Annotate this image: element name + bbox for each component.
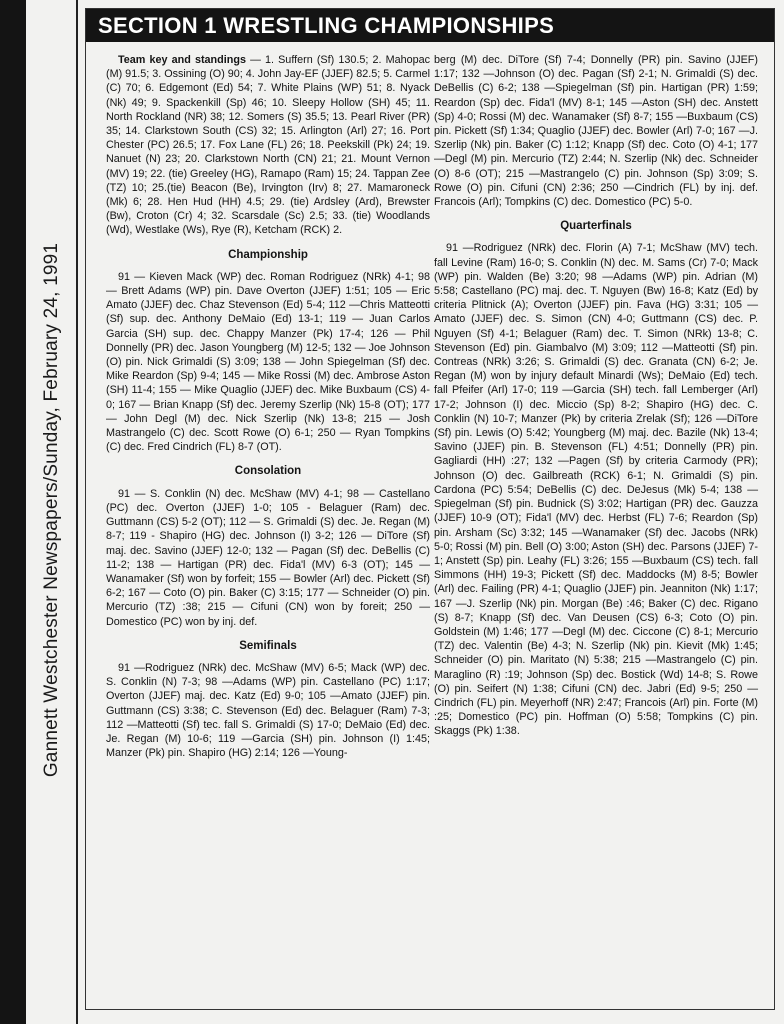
quarterfinals-results: 91 —Rodriguez (NRk) dec. Florin (A) 7-1; McShaw (MV) tech. fall Levine (Ram) 16-0; S. Conklin (N) dec. M. Sams (Cr) 7-0; Mack (WP) pin. Walden (Be) 3:20; 98 —Adams (WP) pin. Adrian (M) 5:58; Castellano (PC) maj. dec. T. Nguyen (Bw) 16-8; Katz (Ed) by criteria Plitnick (A); Overton (JJEF) pin. Fava (HG) 3:31; 105 —Amato (JJEF) dec. S. Simon (CN) 4-0; Guttmann (CS) dec. P. Nguyen (Sf) 4-1; Belaguer (Ram) dec. T. Simon (NRk) 13-8; C. Stevenson (Ed) pin. Giambalvo (M) 3:09; 112 —Matteotti (Sf) pin. Contreas (NRk) 3:26; S. Grimaldi (S) dec. Granata (CN) 6-2; Je. Regan (M) won by injury default Minardi (Ws); DeMaio (Ed) tech. fall Pfeifer (Arl) 17-0; 119 —Garcia (SH) tech. fall Lemberger (Arl) 17-2; Johnson (I) dec. Miccio (Sp) 8-2; Shapiro (HG) dec. C. Conklin (N) 10-7; Manzer (Pk) by criteria Zrelak (Sf); 126 —DiTore (Sf) pin. Lewis (O) 5:42; Youngberg (M) maj. dec. Bazile (Nk) 13-4; Savino (JJEF) pin. B. Stevenson (FL) 4:51; Donnelly (PR) pin. Gagliardi (HH) :27; 132 —Pagen (Sf) by criteria Carmody (PR); Johnson (O) dec. Gailbreath (RCK) 6-1; N. Grimaldi (S) pin. Cardona (PC) 5:54; DeBellis (C) dec. DeJesus (Mk) 5-4; 138 —Spiegelman (Sf) pin. Budnick (S) 3:02; Hartigan (PR) dec. Gauzza (JJEF) 10-9 (OT); Fida'l (MV) dec. Herbst (FL) 7-6; Reardon (Sp) pin. Arsham (Sc) 3:32; 145 —Wanamaker (Sf) dec. Jacobs (NRk) 5-0; Rossi (M) pin. Bell (O) 3:00; Aston (SH) dec. Parsons (JJEF) 7-1; Anstett (Sp) pin. Leahy (FL) 3:26; 155 —Buxbaum (CS) tech. fall Simmons (HH) 19-3; Pickett (Sf) dec. Maddocks (M) 8-5; Bowler (Arl) dec. Failing (PR) 4-1; Quaglio (JJEF) pin. Jeanniton (Nk) 1:17; 167 —J. Szerlip (Nk) pin. Morgan (Be) :46; Baker (C) dec. Rigano (S) 8-7; Knapp (Sf) dec. Van Deusen (CS) 6-3; Coto (O) pin. Goldstein (M) 1:46; 177 —Degl (M) dec. Ciccone (C) 8-1; Mercurio (TZ) dec. Valentin (Be) 4-3; N. Szerlip (Nk) pin. Kievit (Mk) 1:45; Schneider (O) pin. Maritato (N) 5:38; 215 —Mastrangelo (C) pin. Maraglino (R) :19; Johnson (Sp) dec. Bostick (Wd) 14-8; S. Rowe (O) pin. Seifert (N) 1:38; Cifuni (CN) dec. Jabri (Ed) 9-5; 250 —Cindrich (FL) pin. Meyerhoff (NR) 2:47; Francois (Arl) pin. Forte (M) :25; Domestico (PC) pin. Hoffman (O) 5:58; Tompkins (C) pin. Skaggs (Pk) 1:38. (434, 242, 758, 738)
championship-results: 91 — Kieven Mack (WP) dec. Roman Rodriguez (NRk) 4-1; 98 — Brett Adams (WP) pin. Dave Overton (JJEF) 1:51; 105 — Eric Amato (JJEF) dec. Chaz Stevenson (Ed) 5-4; 112 —Chris Matteotti (Sf) sup. dec. Anthony DeMaio (Ed) 13-1; 119 — Juan Carlos Garcia (SH) sup. dec. Chappy Manzer (Pk) 17-4; 126 — Phil Donnelly (PR) dec. Jason Youngberg (M) 12-5; 132 — Joe Johnson (O) pin. Nick Grimaldi (S) 3:09; 138 — John Spiegelman (Sf) dec. Mike Reardon (Sp) 9-4; 145 — Mike Rossi (M) dec. Ambrose Aston (SH) 11-4; 155 — Mike Quaglio (JJEF) dec. Mike Buxbaum (CS) 4-0; 167 — Brian Knapp (Sf) dec. Jeremy Szerlip (Nk) 15-8 (OT); 177 — John Degl (M) dec. Nick Szerlip (Nk) 13-8; 215 — Josh Mastrangelo (C) dec. Scott Rowe (O) 6-1; 250 — Ryan Tompkins (C) dec. Fred Cindrich (FL) 8-7 (OT). (106, 270, 430, 454)
championship-heading: Championship (228, 248, 308, 261)
semifinals-results-part2: berg (M) dec. DiTore (Sf) 7-4; Donnelly (PR) pin. Savino (JJEF) 1:17; 132 —Johnson (O) dec. Pagan (Sf) 2-1; N. Grimaldi (S) dec. DeBellis (C) 6-2; 138 —Spiegelman (Sf) pin. Hartigan (PR) 1:59; Reardon (Sp) dec. Fida'l (MV) 8-1; 145 —Aston (SH) dec. Anstett (Sp) 4-0; Rossi (M) dec. Wanamaker (Sf) 8-7; 155 —Buxbaum (CS) pin. Pickett (Sf) 1:34; Quaglio (JJEF) dec. Bowler (Arl) 7-0; 167 —J. Szerlip (Nk) pin. Baker (C) 1:12; Knapp (Sf) dec. Coto (O) 4-1; 177 —Degl (M) pin. Mercurio (TZ) 2:44; N. Szerlip (Nk) dec. Schneider (O) 8-6 (OT); 215 —Mastrangelo (C) pin. Johnson (Sp) 3:09; S. Rowe (O) pin. Cifuni (CN) 2:36; 250 —Cindrich (FL) by inj. def. Francois (Arl); Tompkins (C) dec. Domestico (PC) 5-0. (434, 54, 758, 209)
semifinals-heading: Semifinals (239, 639, 297, 652)
standings-paragraph (106, 53, 430, 238)
headline: SECTION 1 WRESTLING CHAMPIONSHIPS (86, 9, 774, 42)
article-column-left (106, 53, 430, 764)
article-box (85, 8, 775, 1010)
consolation-results: 91 — S. Conklin (N) dec. McShaw (MV) 4-1; 98 — Castellano (PC) dec. Overton (JJEF) 1-0; 105 - Belaguer (Ram) dec. Guttmann (CS) 5-2 (OT); 112 — S. Grimaldi (S) dec. Je. Regan (M) 8-7; 119 - Shapiro (HG) dec. Johnson (I) 3-2; 126 — DiTore (Sf) maj. dec. Savino (JJEF) 12-0; 132 — Pagan (Sf) dec. DeBellis (C) 11-2; 138 — Hartigan (PR) dec. Fida'l (MV) 6-3 (OT); 145 — Wanamaker (Sf) won by forfeit; 155 — Bowler (Arl) dec. Pickett (Sf) 6-2; 167 — Coto (O) pin. Baker (C) 3:15; 177 — Schneider (O) pin. Mercurio (TZ) :38; 215 — Cifuni (CN) won by foreit; 250 — Domestico (PC) won by inj. def. (106, 487, 430, 628)
page-edge-bar (0, 0, 26, 1024)
side-caption-text: Gannett Westchester Newspapers/Sunday, February 24, 1991 (41, 242, 62, 778)
consolation-heading: Consolation (234, 465, 302, 478)
column-divider-rule (76, 0, 78, 1024)
semifinals-results-part1: 91 —Rodriguez (NRk) dec. McShaw (MV) 6-5; Mack (WP) dec. S. Conklin (N) 7-3; 98 —Adams (WP) pin. Castellano (PC) 1:17; Overton (JJEF) maj. dec. Katz (Ed) 9-0; 105 —Amato (JJEF) pin. Guttmann (CS) 3:38; C. Stevenson (Ed) dec. Belaguer (Ram) 7-3; 112 —Matteotti (Sf) tec. fall S. Grimaldi (S) 17-0; DeMaio (Ed) dec. Je. Regan (M) 10-6; 119 —Garcia (SH) pin. Johnson (I) 1:45; Manzer (Pk) pin. Shapiro (HG) 2:14; 126 —Young- (106, 661, 430, 760)
article-column-right (434, 53, 758, 743)
quarterfinals-heading: Quarterfinals (560, 220, 632, 233)
standings-label: Team key and standings (118, 54, 246, 66)
standings-text: — 1. Suffern (Sf) 130.5; 2. Mahopac (M) 91.5; 3. Ossining (O) 90; 4. John Jay-EF (JJEF) 82.5; 5. Carmel (C) 70; 6. Edgemont (Ed) 54; 7. White Plains (WP) 51; 8. Nyack (Nk) 49; 9. Spackenkill (Sp) 46; 10. Sleepy Hollow (SH) 45; 11. North Rockland (NR) 38; 12. Somers (S) 35.5; 13. Pearl River (PR) 35; 14. Clarkstown South (CS) 32; 15. Arlington (Arl) 27; 16. Port Chester (PC) 26.5; 17. Fox Lane (FL) 26; 18. Peekskill (Pk) 24; 19. Nanuet (N) 23; 20. Clarkstown North (CN) 21; 21. Mount Vernon (MV) 19; 22. (tie) Greeley (HG), Ramapo (Ram) 15; 24. Tappan Zee (TZ) 10; 25.(tie) Beacon (Be), Irvington (Irv) 8; 27. Mamaroneck (Mk) 6; 28. Hen Hud (HH) 4.5; 29. (tie) Ardsley (Ard), Brewster (Bw), Croton (Cr) 4; 32. Scarsdale (Sc) 2.5; 33. (tie) Woodlands (Wd), Westlake (Ws), Rye (R), Ketcham (RCK) 2. (106, 54, 431, 237)
